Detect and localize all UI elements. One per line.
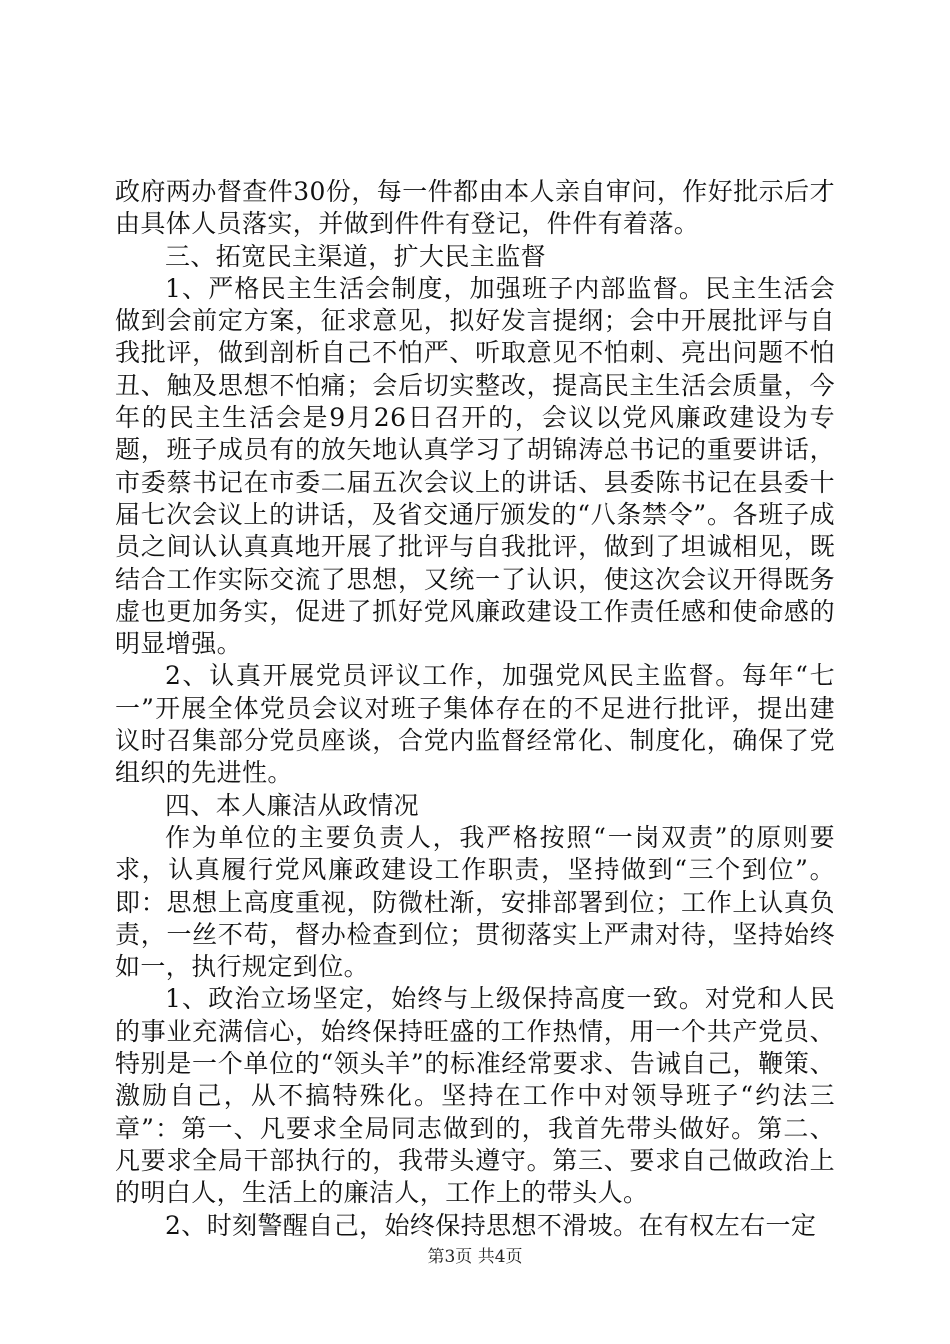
page-footer: 第3页 共4页 bbox=[427, 1247, 523, 1267]
document-body bbox=[115, 176, 835, 1242]
paragraph-6: 作为单位的主要负责人，我严格按照“一岗双责”的原则要求，认真履行党风廉政建设工作职责，坚持做到“三个到位”。即：思想上高度重视，防微杜渐，安排部署到位；工作上认真负责，一丝不苟，督办检查到位；贯彻落实上严肃对待，坚持始终如一，执行规定到位。 bbox=[115, 822, 835, 982]
paragraph-1: 政府两办督查件30份，每一件都由本人亲自审问，作好批示后才由具体人员落实，并做到件件有登记，件件有着落。 bbox=[115, 177, 835, 239]
paragraph-4: 2、认真开展党员评议工作，加强党风民主监督。每年“七一”开展全体党员会议对班子集体存在的不足进行批评，提出建议时召集部分党员座谈，合党内监督经常化、制度化，确保了党组织的先进性。 bbox=[115, 661, 835, 788]
paragraph-8: 2、时刻警醒自己，始终保持思想不滑坡。在有权左右一定 bbox=[165, 1210, 817, 1240]
section-heading-3: 三、拓宽民主渠道，扩大民主监督 bbox=[165, 241, 547, 271]
section-heading-4: 四、本人廉洁从政情况 bbox=[165, 790, 420, 820]
paragraph-7: 1、政治立场坚定，始终与上级保持高度一致。对党和人民的事业充满信心，始终保持旺盛的工作热情，用一个共产党员、特别是一个单位的“领头羊”的标准经常要求、告诫自己，鞭策、激励自己，从不搞特殊化。坚持在工作中对领导班子“约法三章”：第一、凡要求全局同志做到的，我首先带头做好。第二、凡要求全局干部执行的，我带头遵守。第三、要求自己做政治上的明白人，生活上的廉洁人，工作上的带头人。 bbox=[115, 984, 835, 1208]
paragraph-3: 1、严格民主生活会制度，加强班子内部监督。民主生活会做到会前定方案，征求意见，拟好发言提纲；会中开展批评与自我批评，做到剖析自己不怕严、听取意见不怕刺、亮出问题不怕丑、触及思想不怕痛；会后切实整改，提高民主生活会质量，今年的民主生活会是9月26日召开的，会议以党风廉政建设为专题，班子成员有的放矢地认真学习了胡锦涛总书记的重要讲话，市委蔡书记在市委二届五次会议上的讲话、县委陈书记在县委十届七次会议上的讲话，及省交通厅颁发的“八条禁令”。各班子成员之间认认真真地开展了批评与自我批评，做到了坦诚相见，既结合工作实际交流了思想，又统一了认识，使这次会议开得既务虚也更加务实，促进了抓好党风廉政建设工作责任感和使命感的明显增强。 bbox=[115, 273, 835, 659]
